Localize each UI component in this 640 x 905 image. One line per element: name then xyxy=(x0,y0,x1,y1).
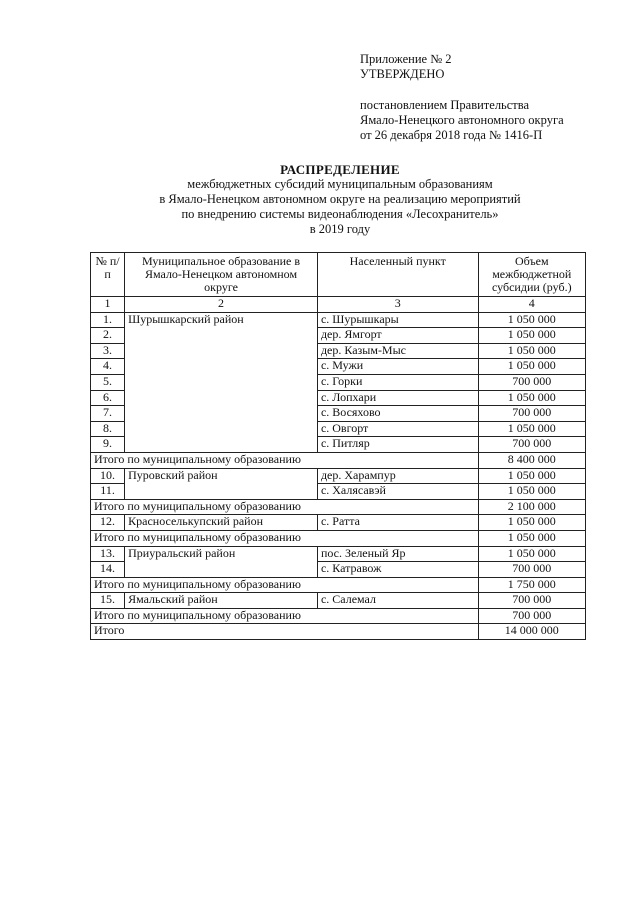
row-number: 8. xyxy=(91,421,125,437)
index-row xyxy=(91,297,586,313)
table-row xyxy=(91,468,586,484)
settlement-name: с. Халясавэй xyxy=(317,484,478,500)
subsidy-amount: 1 050 000 xyxy=(478,546,585,562)
subsidy-amount: 1 050 000 xyxy=(478,312,585,328)
subtotal-label: Итого по муниципальному образованию xyxy=(91,577,479,593)
settlement-name: с. Мужи xyxy=(317,359,478,375)
header-municipality: Муниципальное образование в Ямало-Ненецком автономном округе xyxy=(125,253,318,297)
settlement-name: с. Ратта xyxy=(317,515,478,531)
table-row xyxy=(91,312,586,328)
subtotal-row xyxy=(91,608,586,624)
title-line-4: в 2019 году xyxy=(309,222,371,236)
row-number: 13. xyxy=(91,546,125,562)
title-line-1: межбюджетных субсидий муниципальным образованиям xyxy=(187,177,493,191)
table-header-row xyxy=(91,253,586,297)
row-number: 6. xyxy=(91,390,125,406)
municipality-name: Приуральский район xyxy=(125,546,318,577)
row-number: 12. xyxy=(91,515,125,531)
settlement-name: дер. Харампур xyxy=(317,468,478,484)
index-cell: 3 xyxy=(317,297,478,313)
subtotal-row xyxy=(91,499,586,515)
settlement-name: с. Лопхари xyxy=(317,390,478,406)
table-row xyxy=(91,593,586,609)
subsidy-amount: 1 050 000 xyxy=(478,390,585,406)
subsidy-amount: 1 050 000 xyxy=(478,328,585,344)
subtotal-amount: 700 000 xyxy=(478,608,585,624)
municipality-name: Ямальский район xyxy=(125,593,318,609)
row-number: 1. xyxy=(91,312,125,328)
subsidy-amount: 700 000 xyxy=(478,406,585,422)
municipality-name: Красноселькупский район xyxy=(125,515,318,531)
settlement-name: пос. Зеленый Яр xyxy=(317,546,478,562)
table-row xyxy=(91,515,586,531)
header-amount: Объем межбюджетной субсидии (руб.) xyxy=(478,253,585,297)
row-number: 9. xyxy=(91,437,125,453)
settlement-name: с. Овгорт xyxy=(317,421,478,437)
index-cell: 4 xyxy=(478,297,585,313)
subtotal-label: Итого по муниципальному образованию xyxy=(91,608,479,624)
approved-label: УТВЕРЖДЕНО xyxy=(360,67,445,81)
subsidy-amount: 1 050 000 xyxy=(478,359,585,375)
municipality-name: Шурышкарский район xyxy=(125,312,318,452)
subtotal-amount: 2 100 000 xyxy=(478,499,585,515)
subsidy-amount: 1 050 000 xyxy=(478,515,585,531)
total-amount: 14 000 000 xyxy=(478,624,585,640)
document-title xyxy=(80,162,600,237)
appendix-number: Приложение № 2 xyxy=(360,52,452,66)
settlement-name: с. Горки xyxy=(317,374,478,390)
row-number: 15. xyxy=(91,593,125,609)
settlement-name: с. Восяхово xyxy=(317,406,478,422)
table-row xyxy=(91,546,586,562)
approval-header xyxy=(360,52,564,143)
subtotal-label: Итого по муниципальному образованию xyxy=(91,530,479,546)
subsidy-amount: 700 000 xyxy=(478,374,585,390)
municipality-name: Пуровский район xyxy=(125,468,318,499)
row-number: 5. xyxy=(91,374,125,390)
row-number: 3. xyxy=(91,343,125,359)
subsidy-amount: 700 000 xyxy=(478,562,585,578)
subtotal-amount: 1 750 000 xyxy=(478,577,585,593)
subsidy-amount: 1 050 000 xyxy=(478,343,585,359)
table-body xyxy=(91,312,586,639)
subsidy-amount: 1 050 000 xyxy=(478,421,585,437)
subtotal-label: Итого по муниципальному образованию xyxy=(91,499,479,515)
resolution-date: от 26 декабря 2018 года № 1416-П xyxy=(360,128,543,142)
row-number: 10. xyxy=(91,468,125,484)
subsidy-amount: 1 050 000 xyxy=(478,468,585,484)
row-number: 11. xyxy=(91,484,125,500)
settlement-name: с. Катравож xyxy=(317,562,478,578)
subtotal-label: Итого по муниципальному образованию xyxy=(91,452,479,468)
index-cell: 1 xyxy=(91,297,125,313)
row-number: 4. xyxy=(91,359,125,375)
settlement-name: дер. Казым-Мыс xyxy=(317,343,478,359)
total-label: Итого xyxy=(91,624,479,640)
subsidy-amount: 1 050 000 xyxy=(478,484,585,500)
subsidy-amount: 700 000 xyxy=(478,593,585,609)
row-number: 2. xyxy=(91,328,125,344)
government-line: Ямало-Ненецкого автономного округа xyxy=(360,113,564,127)
title-line-3: по внедрению системы видеонаблюдения «Лесохранитель» xyxy=(181,207,499,221)
subtotal-row xyxy=(91,577,586,593)
header-number: № п/п xyxy=(91,253,125,297)
resolution-line: постановлением Правительства xyxy=(360,98,530,112)
subtotal-amount: 8 400 000 xyxy=(478,452,585,468)
index-cell: 2 xyxy=(125,297,318,313)
total-row xyxy=(91,624,586,640)
distribution-table xyxy=(90,252,586,640)
subtotal-row xyxy=(91,530,586,546)
subtotal-row xyxy=(91,452,586,468)
settlement-name: с. Салемал xyxy=(317,593,478,609)
header-settlement: Населенный пункт xyxy=(317,253,478,297)
row-number: 7. xyxy=(91,406,125,422)
title-line-2: в Ямало-Ненецком автономном округе на реализацию мероприятий xyxy=(159,192,521,206)
subsidy-amount: 700 000 xyxy=(478,437,585,453)
settlement-name: дер. Ямгорт xyxy=(317,328,478,344)
settlement-name: с. Питляр xyxy=(317,437,478,453)
row-number: 14. xyxy=(91,562,125,578)
subtotal-amount: 1 050 000 xyxy=(478,530,585,546)
title-main: РАСПРЕДЕЛЕНИЕ xyxy=(280,162,400,177)
settlement-name: с. Шурышкары xyxy=(317,312,478,328)
